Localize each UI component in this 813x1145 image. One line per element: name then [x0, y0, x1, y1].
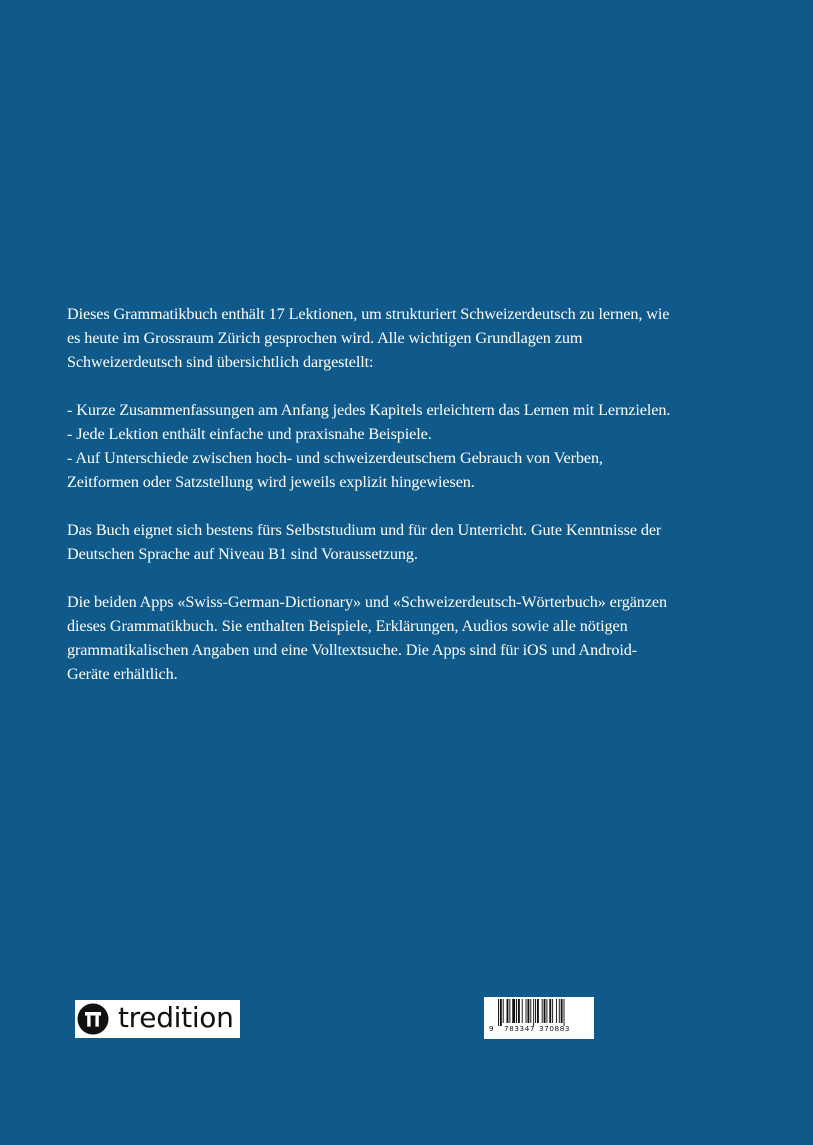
blurb-paragraph-apps — [67, 590, 757, 686]
isbn-barcode — [484, 997, 594, 1039]
blurb-paragraph-features — [67, 398, 757, 494]
barcode-left-group: 783347 — [504, 1024, 536, 1033]
barcode-bar — [537, 999, 539, 1023]
publisher-name: tredition — [118, 1001, 234, 1034]
blurb-line: Dieses Grammatikbuch enthält 17 Lektionen, um strukturiert Schweizerdeutsch zu lernen, wie — [67, 305, 670, 323]
barcode-bar — [544, 999, 546, 1023]
barcode-bar — [516, 999, 517, 1023]
barcode-bar — [561, 999, 563, 1023]
barcode-bar — [556, 999, 557, 1023]
barcode-bar — [500, 999, 502, 1026]
blurb-line: Das Buch eignet sich bestens fürs Selbststudium und für den Unterricht. Gute Kenntnisse der — [67, 521, 662, 539]
blurb-text — [67, 302, 757, 710]
barcode-first-digit: 9 — [489, 1024, 494, 1033]
barcode-right-group: 370883 — [539, 1024, 571, 1033]
barcode-bars — [488, 999, 590, 1026]
barcode-bar — [526, 999, 527, 1023]
blurb-paragraph-audience — [67, 518, 757, 566]
blurb-line: Die beiden Apps «Swiss-German-Dictionary» und «Schweizerdeutsch-Wörterbuch» ergänzen — [67, 593, 667, 611]
barcode-bar — [530, 999, 531, 1023]
barcode-bar — [498, 999, 499, 1026]
blurb-line: Deutschen Sprache auf Niveau B1 sind Voraussetzung. — [67, 545, 418, 563]
blurb-line: - Kurze Zusammenfassungen am Anfang jedes Kapitels erleichtern das Lernen mit Lernzielen. — [67, 401, 671, 419]
barcode-bar — [564, 999, 565, 1026]
barcode-digits — [484, 1024, 594, 1034]
tredition-logo-icon — [77, 1003, 109, 1035]
blurb-line: Schweizerdeutsch sind übersichtlich dargestellt: — [67, 353, 374, 371]
blurb-line: es heute im Grossraum Zürich gesprochen wird. Alle wichtigen Grundlagen zum — [67, 329, 583, 347]
barcode-bar — [535, 999, 536, 1023]
blurb-line: dieses Grammatikbuch. Sie enthalten Beispiele, Erklärungen, Audios sowie alle nötigen — [67, 617, 628, 635]
publisher-logo — [75, 1000, 240, 1038]
barcode-bar — [546, 999, 547, 1023]
barcode-bar — [509, 999, 510, 1023]
barcode-bar — [507, 999, 509, 1023]
blurb-line: grammatikalischen Angaben und eine Volltextsuche. Die Apps sind für iOS und Android- — [67, 641, 638, 659]
barcode-bar — [533, 999, 534, 1026]
blurb-line: Geräte erhältlich. — [67, 665, 178, 683]
barcode-bar — [503, 999, 504, 1023]
barcode-bar — [559, 999, 560, 1023]
blurb-line: - Jede Lektion enthält einfache und praxisnahe Beispiele. — [67, 425, 432, 443]
barcode-bar — [542, 999, 543, 1023]
barcode-bar — [549, 999, 551, 1023]
barcode-bar — [522, 999, 523, 1023]
barcode-bar — [552, 999, 553, 1023]
barcode-bar — [512, 999, 515, 1023]
barcode-bar — [527, 999, 529, 1023]
blurb-line: - Auf Unterschiede zwischen hoch- und schweizerdeutschem Gebrauch von Verben, — [67, 449, 603, 467]
blurb-line: Zeitformen oder Satzstellung wird jeweils explizit hingewiesen. — [67, 473, 475, 491]
blurb-paragraph-intro — [67, 302, 757, 374]
barcode-bar — [518, 999, 520, 1023]
